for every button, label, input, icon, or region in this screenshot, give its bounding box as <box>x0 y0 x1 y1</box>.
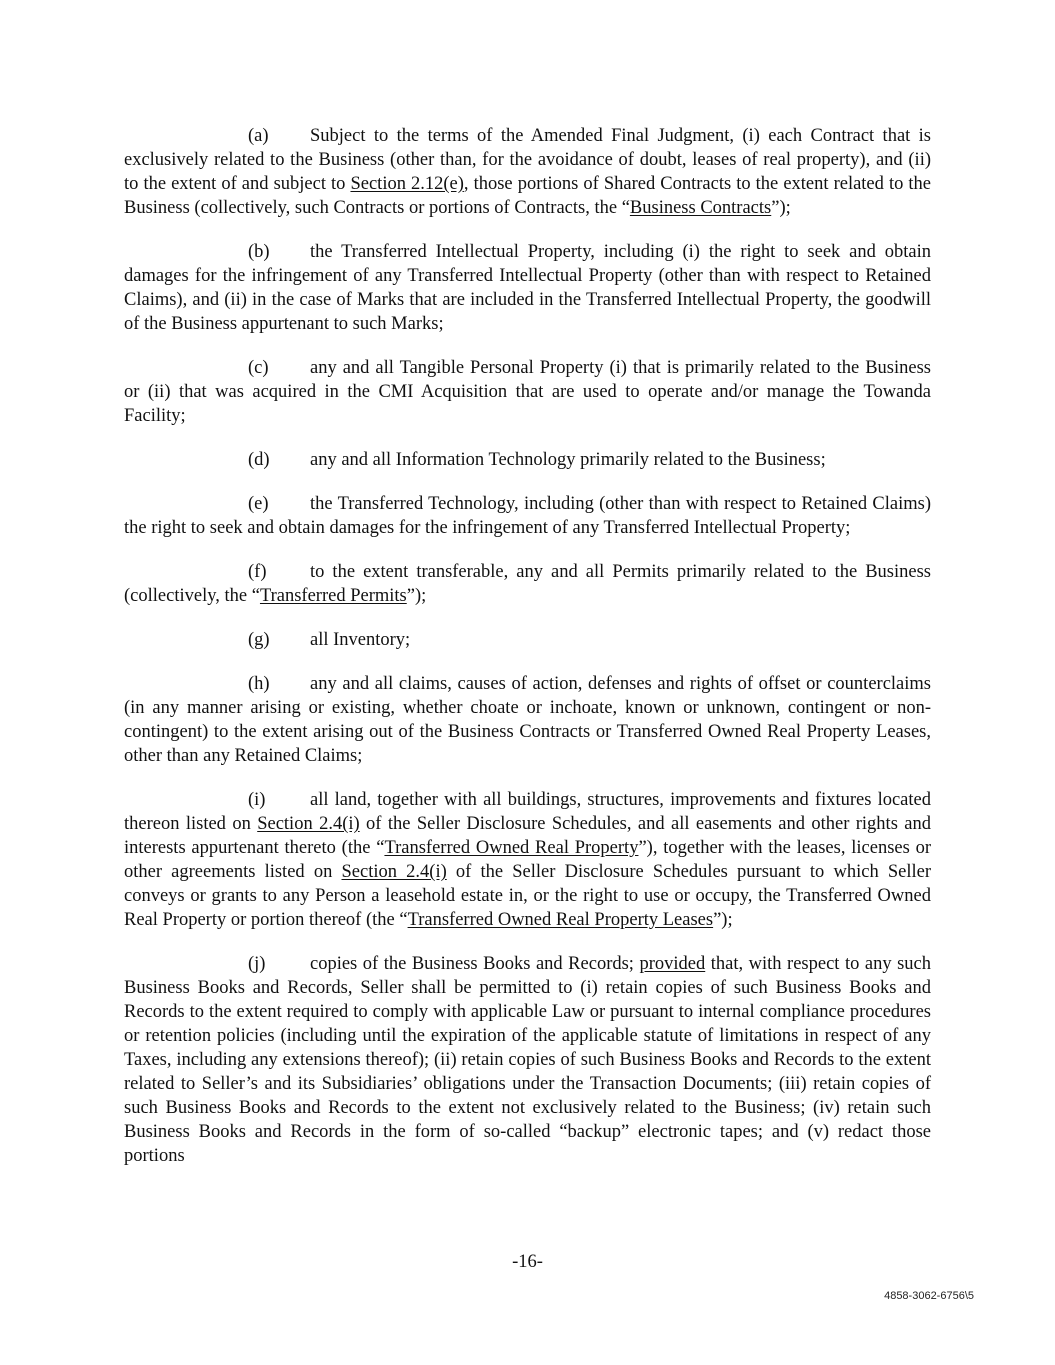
paragraph-marker: (f) <box>248 562 267 582</box>
paragraph-text: any and all claims, causes of action, defenses and rights of offset or counterclaims (in any manner arising or existing, whether choate or inchoate, known or unknown, contingent or non-contingent) to the extent arising out of the Business Contracts or Transferred Owned Real Property Leases, other than any Retained Claims; <box>124 674 931 766</box>
paragraph-marker: (j) <box>248 954 266 974</box>
section-reference: Section 2.4(i) <box>341 862 447 882</box>
document-id: 4858-3062-6756\5 <box>884 1290 974 1302</box>
paragraph-text: of the Seller Disclosure Schedules pursuant to which Seller conveys or grants to any Person a leasehold estate in, or the right to use or occupy, the Transferred Owned Real Property or portion thereof (the “ <box>124 862 932 930</box>
paragraph-text: of the Seller Disclosure Schedules, and all easements and other rights and interests appurtenant thereto (the “ <box>124 814 931 858</box>
section-reference: Section 2.4(i) <box>257 814 360 834</box>
paragraph-text: ”); <box>713 910 733 930</box>
paragraph-text: any and all Tangible Personal Property (i) that is primarily related to the Business or (ii) that was acquired in the CMI Acquisition that are used to operate and/or manage the Towanda Facility; <box>124 358 931 426</box>
paragraph-g <box>124 628 931 652</box>
defined-term: Transferred Owned Real Property <box>384 838 639 858</box>
paragraph-c <box>124 356 931 428</box>
paragraph-text: ”), together with the leases, licenses or other agreements listed on <box>124 838 932 882</box>
paragraph-text: all Inventory; <box>310 630 411 650</box>
paragraph-marker: (c) <box>248 358 269 378</box>
page-number: -16- <box>512 1252 543 1272</box>
paragraph-d <box>124 448 931 472</box>
paragraph-marker: (b) <box>248 242 270 262</box>
paragraph-b <box>124 240 931 336</box>
paragraph-marker: (e) <box>248 494 269 514</box>
paragraph-marker: (g) <box>248 630 270 650</box>
paragraph-e <box>124 492 931 540</box>
paragraph-text: to the extent transferable, any and all Permits primarily related to the Business (collectively, the “ <box>124 562 931 606</box>
paragraph-marker: (i) <box>248 790 266 810</box>
paragraph-marker: (a) <box>248 126 269 146</box>
paragraph-text: ”); <box>771 198 791 218</box>
paragraph-i <box>124 788 931 932</box>
paragraph-text: copies of the Business Books and Records; <box>310 954 640 974</box>
paragraph-text: the Transferred Intellectual Property, including (i) the right to seek and obtain damages for the infringement of any Transferred Intellectual Property (other than with respect to Retained Claims), and (ii) in the case of Marks that are included in the Transferred Intellectual Property, the goodwill of the Business appurtenant to such Marks; <box>124 242 931 334</box>
section-reference: Section 2.12(e) <box>350 174 464 194</box>
defined-term: Business Contracts <box>629 198 772 218</box>
paragraph-text: Subject to the terms of the Amended Final Judgment, (i) each Contract that is exclusively related to the Business (other than, for the avoidance of doubt, leases of real property), and (ii) to the extent of and subject to <box>124 126 931 194</box>
paragraph-marker: (h) <box>248 674 270 694</box>
paragraph-text: the Transferred Technology, including (other than with respect to Retained Claims) the right to seek and obtain damages for the infringement of any Transferred Intellectual Property; <box>124 494 931 538</box>
paragraph-text: all land, together with all buildings, structures, improvements and fixtures located thereon listed on <box>124 790 931 834</box>
paragraph-a <box>124 124 931 220</box>
defined-term: provided <box>639 954 706 974</box>
paragraph-text: ”); <box>406 586 427 606</box>
paragraph-text: , those portions of Shared Contracts to the extent related to the Business (collectively, such Contracts or portions of Contracts, the “ <box>124 174 931 218</box>
paragraph-f <box>124 560 931 608</box>
document-body <box>124 124 931 1188</box>
defined-term: Transferred Permits <box>259 586 407 606</box>
paragraph-h <box>124 672 931 768</box>
defined-term: Transferred Owned Real Property Leases <box>407 910 714 930</box>
paragraph-text: that, with respect to any such Business Books and Records, Seller shall be permitted to (i) retain copies of such Business Books and Records to the extent required to comply with applicable Law or pursuant to internal compliance procedures or retention policies (including until the expiration of the applicable statute of limitations in respect of any Taxes, including any extensions thereof); (ii) retain copies of such Business Books and Records to the extent related to Seller’s and its Subsidiaries’ obligations under the Transaction Documents; (iii) retain copies of such Business Books and Records to the extent not exclusively related to the Business; (iv) retain such Business Books and Records in the form of so-called “backup” electronic tapes; and (v) redact those portions <box>124 954 932 1166</box>
paragraph-text: any and all Information Technology primarily related to the Business; <box>310 450 826 470</box>
paragraph-j <box>124 952 931 1168</box>
paragraph-marker: (d) <box>248 450 270 470</box>
